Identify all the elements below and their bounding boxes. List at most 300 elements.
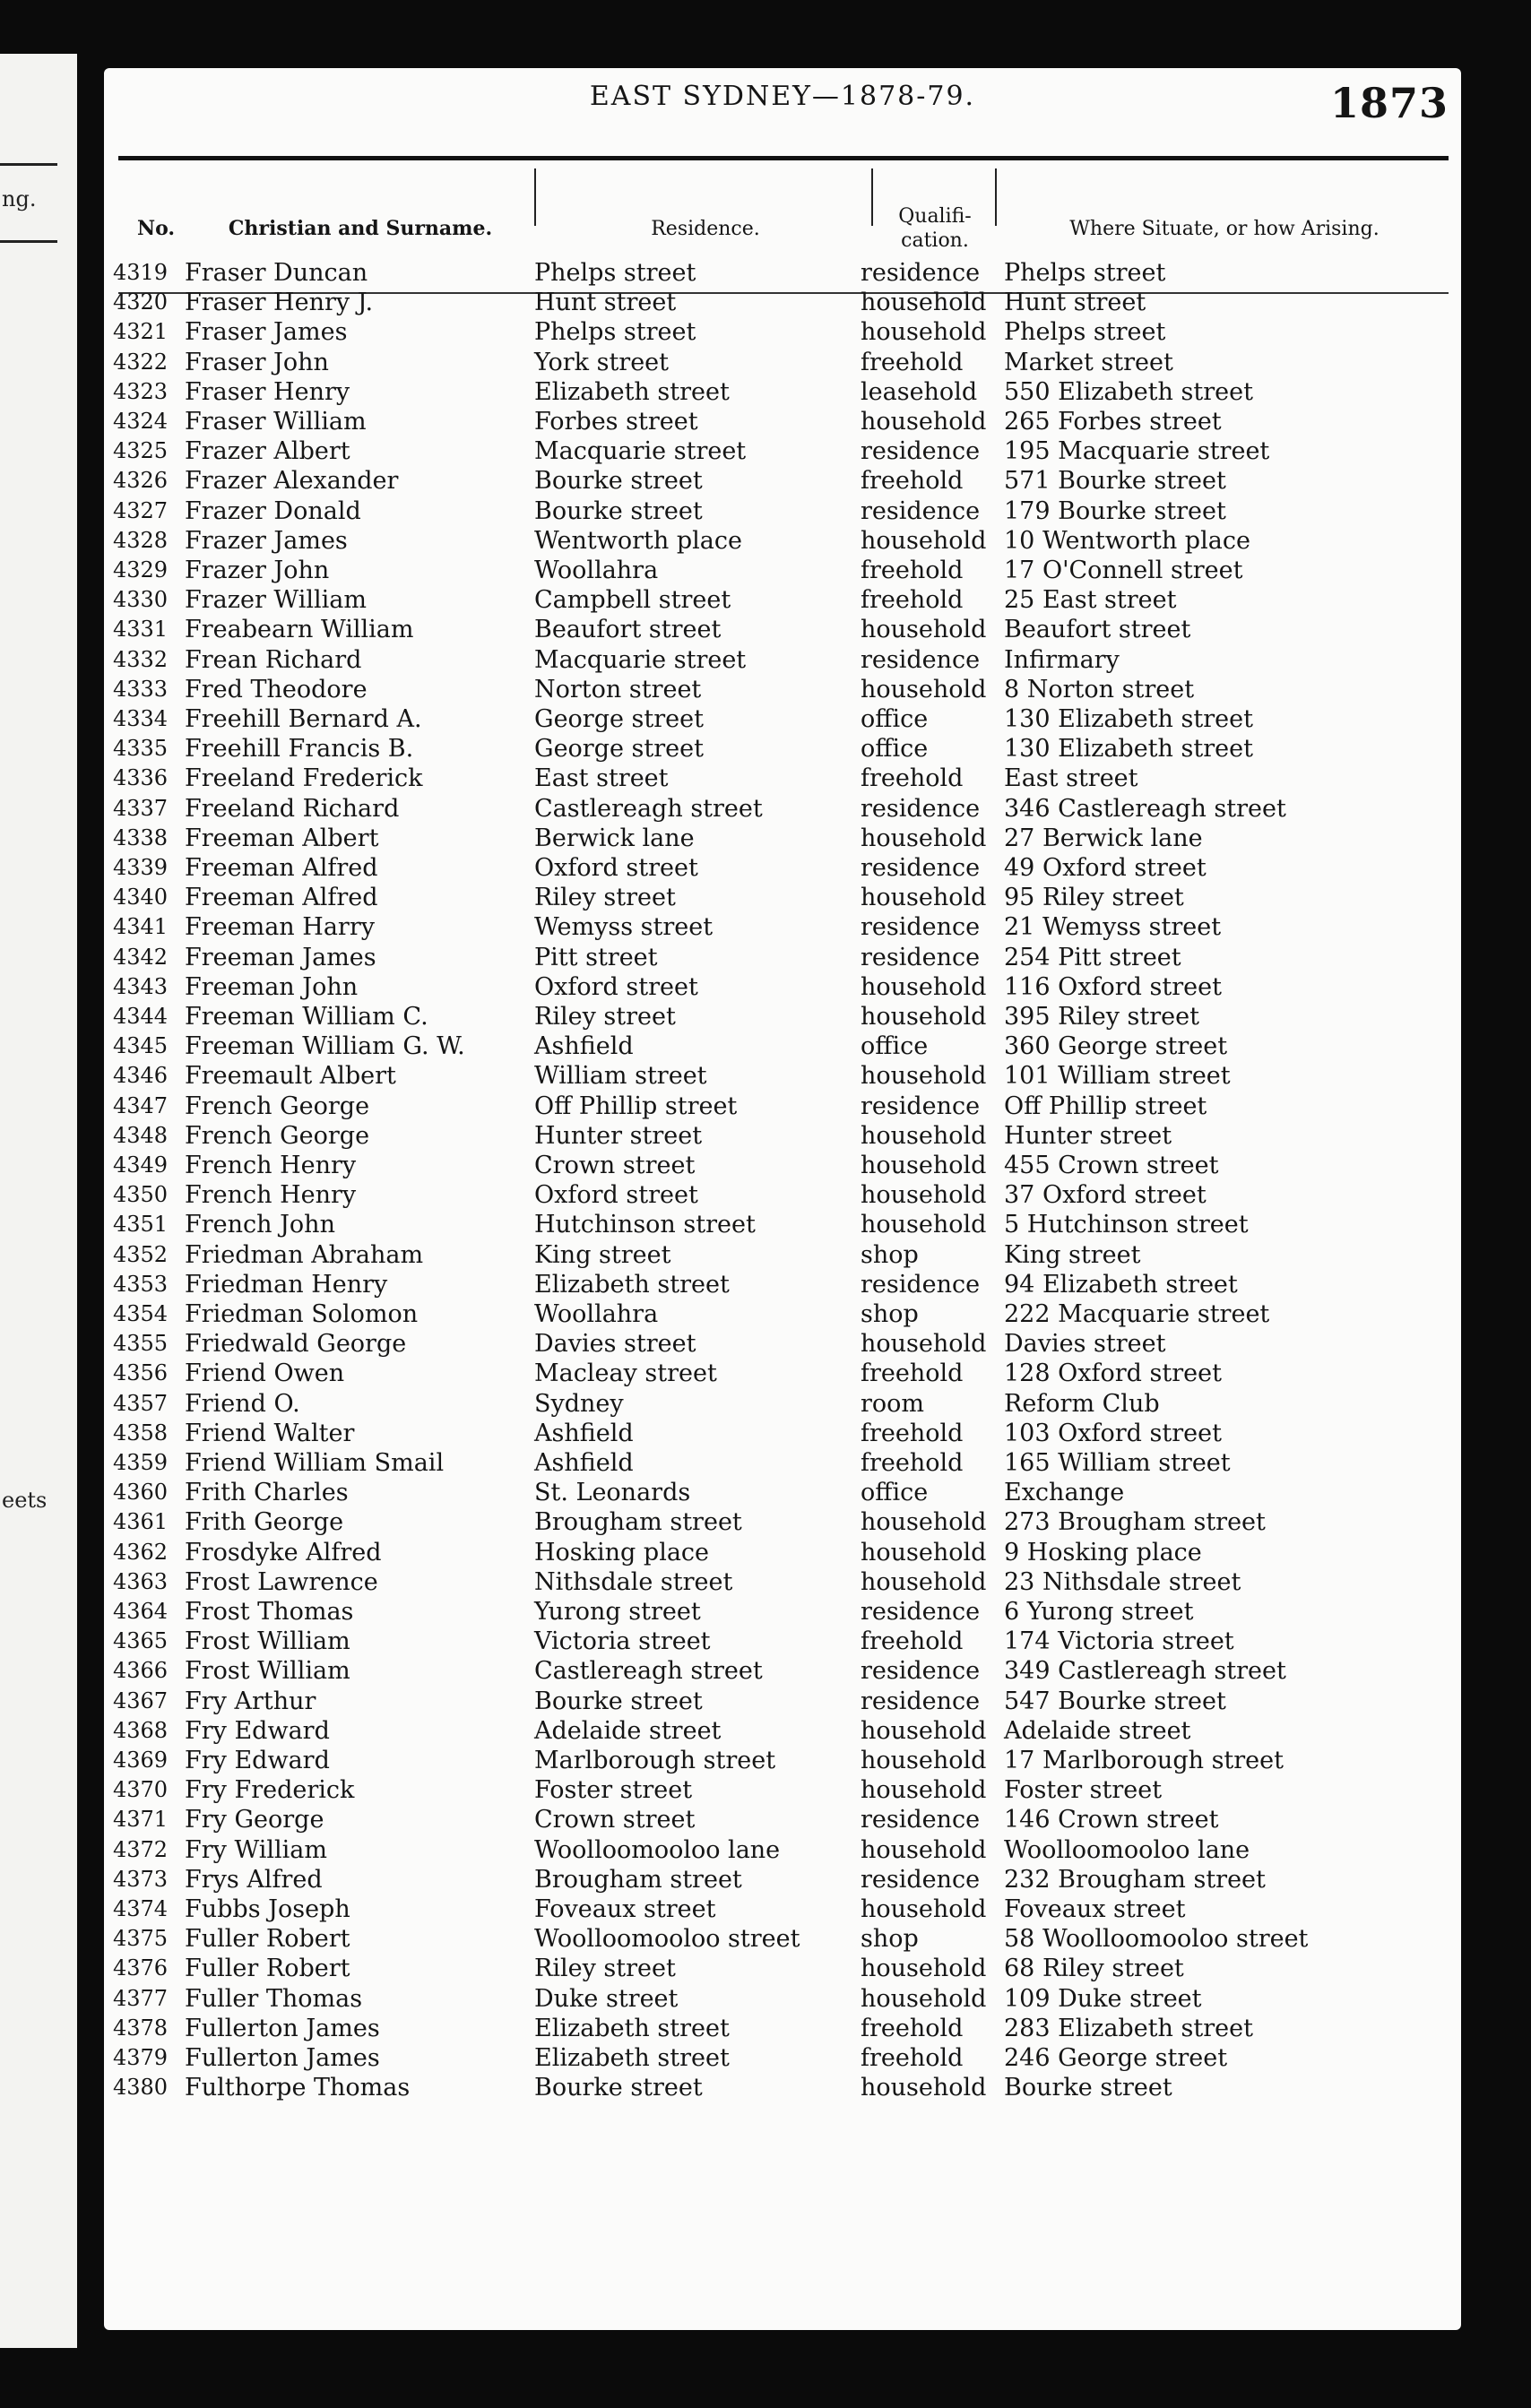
entry-name: Fraser Henry J. [185,289,374,317]
entry-number: 4355 [113,1331,169,1357]
header-rule [118,156,1449,160]
entry-qualification: residence [861,1598,981,1626]
entry-where-situate: 58 Woolloomooloo street [1004,1925,1309,1954]
entry-where-situate: 246 George street [1004,2044,1228,2072]
entry-number: 4380 [113,2075,169,2101]
entry-qualification: household [861,2074,987,2102]
table-row [104,1538,1461,1567]
entry-number: 4359 [113,1450,169,1475]
table-row [104,2014,1461,2043]
entry-number: 4331 [113,617,169,643]
entry-where-situate: Beaufort street [1004,616,1191,644]
entry-residence: Marlborough street [534,1747,776,1774]
table-row [104,258,1461,288]
table-row [104,794,1461,824]
facing-page-rule [0,240,57,243]
entry-number: 4330 [113,587,169,613]
column-divider [871,168,873,226]
entry-number: 4379 [113,2045,169,2070]
entry-where-situate: 360 George street [1004,1032,1228,1061]
entry-name: Freabearn William [185,616,414,644]
entry-name: Fry Frederick [185,1776,355,1805]
entry-where-situate: 195 Macquarie street [1004,437,1270,466]
entry-qualification: residence [861,259,981,287]
entry-where-situate: 23 Nithsdale street [1004,1567,1241,1596]
entry-qualification: freehold [861,764,964,793]
entry-name: Frith George [185,1508,344,1537]
entry-where-situate: Infirmary [1004,645,1120,674]
entry-where-situate: Bourke street [1004,2074,1172,2102]
entry-name: Freeman Albert [185,824,379,852]
entry-residence: William street [534,1062,707,1091]
entry-name: French Henry [185,1181,357,1210]
entry-number: 4362 [113,1539,169,1565]
entry-residence: Berwick lane [534,824,695,852]
entry-residence: Beaufort street [534,616,722,644]
entry-qualification: office [861,735,929,764]
entry-where-situate: 165 William street [1004,1449,1231,1477]
table-row [104,1507,1461,1537]
entry-number: 4363 [113,1568,169,1594]
entry-residence: Bourke street [534,467,703,496]
table-row [104,1031,1461,1061]
entry-where-situate: King street [1004,1240,1141,1269]
entry-qualification: household [861,1121,987,1150]
entry-where-situate: Phelps street [1004,259,1166,287]
entry-number: 4322 [113,349,169,375]
entry-where-situate: 179 Bourke street [1004,496,1226,525]
entry-qualification: household [861,289,987,317]
entry-name: Freeman Alfred [185,884,378,912]
entry-qualification: freehold [861,467,964,496]
table-row [104,1419,1461,1448]
entry-qualification: household [861,1152,987,1179]
entry-where-situate: Exchange [1004,1479,1125,1507]
table-row [104,1270,1461,1299]
entry-name: Freeland Frederick [185,764,423,793]
table-row [104,1210,1461,1239]
entry-name: French George [185,1092,370,1120]
entry-residence: Oxford street [534,972,698,1001]
entry-residence: Woollahra [534,1300,659,1328]
entry-qualification: household [861,408,987,436]
table-row [104,1092,1461,1121]
entry-where-situate: 130 Elizabeth street [1004,705,1253,733]
entry-name: Freeman William C. [185,1003,428,1031]
entry-number: 4338 [113,824,169,850]
entry-where-situate: 349 Castlereagh street [1004,1657,1286,1686]
table-row [104,1389,1461,1419]
column-header-no: No. [136,216,176,240]
entry-number: 4356 [113,1360,169,1386]
entry-where-situate: 130 Elizabeth street [1004,735,1253,764]
entry-qualification: freehold [861,1419,964,1447]
table-row [104,1151,1461,1180]
entry-number: 4378 [113,2015,169,2041]
entry-where-situate: Davies street [1004,1330,1166,1359]
entry-qualification: household [861,1508,987,1537]
entry-number: 4319 [113,260,169,285]
entry-name: Frost William [185,1627,350,1656]
table-row [104,1448,1461,1478]
entry-number: 4333 [113,676,169,702]
entry-residence: Macleay street [534,1359,717,1388]
entry-where-situate: 21 Wemyss street [1004,913,1222,942]
entry-where-situate: 10 Wentworth place [1004,526,1250,555]
table-row [104,1359,1461,1388]
entry-number: 4374 [113,1896,169,1921]
entry-residence: Norton street [534,675,702,703]
entry-number: 4375 [113,1926,169,1952]
entry-where-situate: 395 Riley street [1004,1003,1199,1031]
entry-name: Fraser William [185,408,367,436]
entry-residence: Macquarie street [534,645,747,674]
entry-number: 4321 [113,319,169,345]
table-row [104,1865,1461,1894]
entry-where-situate: Woolloomooloo lane [1004,1835,1250,1864]
table-row [104,704,1461,734]
entry-residence: Hosking place [534,1538,710,1566]
entry-qualification: office [861,705,929,733]
table-row [104,466,1461,496]
table-row [104,1061,1461,1091]
entry-residence: Foveaux street [534,1895,716,1923]
entry-qualification: residence [861,1270,981,1299]
table-row [104,556,1461,585]
entry-residence: Ashfield [534,1032,634,1061]
entry-residence: Wemyss street [534,913,714,942]
entry-number: 4376 [113,1955,169,1981]
facing-page-rule [0,163,57,166]
entry-number: 4370 [113,1777,169,1803]
entry-name: Fraser Duncan [185,259,368,287]
table-row [104,943,1461,972]
entry-residence: Phelps street [534,259,696,287]
register-page [104,68,1461,2330]
entry-number: 4365 [113,1628,169,1654]
table-row [104,1240,1461,1270]
entry-qualification: household [861,1747,987,1774]
entry-residence: Duke street [534,1984,679,2013]
entry-where-situate: 174 Victoria street [1004,1627,1234,1656]
entry-name: Friedman Henry [185,1270,388,1299]
entry-qualification: shop [861,1300,919,1328]
entry-number: 4329 [113,557,169,583]
entry-name: Frazer John [185,557,330,584]
facing-page-fragment: ng. [2,186,37,211]
entry-name: Friedman Solomon [185,1300,419,1328]
entry-where-situate: 8 Norton street [1004,675,1195,703]
entry-name: Freehill Francis B. [185,735,414,764]
entry-where-situate: 68 Riley street [1004,1955,1184,1983]
entry-name: Frazer Alexander [185,467,399,496]
entry-residence: George street [534,705,704,733]
entry-where-situate: Foveaux street [1004,1895,1186,1923]
entry-qualification: household [861,1330,987,1359]
entry-where-situate: East street [1004,764,1138,793]
entry-residence: Castlereagh street [534,794,763,823]
entry-number: 4334 [113,706,169,731]
entry-name: Freehill Bernard A. [185,705,422,733]
entry-number: 4344 [113,1004,169,1029]
table-row [104,585,1461,615]
entry-qualification: household [861,1003,987,1031]
entry-residence: Riley street [534,884,676,912]
entry-qualification: residence [861,794,981,823]
entry-number: 4349 [113,1152,169,1178]
entry-qualification: freehold [861,557,964,584]
entry-qualification: residence [861,1806,981,1834]
entry-name: Friedman Abraham [185,1240,424,1269]
table-row [104,377,1461,407]
entry-qualification: residence [861,1657,981,1686]
entry-qualification: room [861,1389,925,1418]
entry-residence: Foster street [534,1776,693,1805]
entry-name: Fubbs Joseph [185,1895,350,1923]
entry-residence: Crown street [534,1152,696,1179]
table-row [104,675,1461,704]
entry-residence: Wentworth place [534,526,742,555]
entry-residence: Macquarie street [534,437,747,466]
entry-residence: Sydney [534,1389,624,1418]
entry-where-situate: Market street [1004,348,1173,376]
entry-where-situate: Foster street [1004,1776,1163,1805]
entry-qualification: office [861,1032,929,1061]
entry-qualification: residence [861,1865,981,1894]
entry-qualification: freehold [861,2014,964,2042]
entry-where-situate: 5 Hutchinson street [1004,1211,1249,1239]
entry-where-situate: 103 Oxford street [1004,1419,1222,1447]
table-row [104,1894,1461,1924]
entry-where-situate: 17 Marlborough street [1004,1747,1284,1774]
entry-number: 4350 [113,1182,169,1208]
entry-residence: Victoria street [534,1627,711,1656]
entry-where-situate: 146 Crown street [1004,1806,1219,1834]
entry-name: French George [185,1121,370,1150]
entry-number: 4357 [113,1390,169,1416]
entry-residence: Ashfield [534,1419,634,1447]
table-row [104,496,1461,526]
entry-name: Frazer James [185,526,348,555]
table-row [104,1627,1461,1656]
entry-qualification: household [861,318,987,347]
entry-where-situate: 27 Berwick lane [1004,824,1203,852]
entry-qualification: household [861,1984,987,2013]
entry-qualification: freehold [861,1449,964,1477]
entry-name: Fullerton James [185,2014,380,2042]
entry-where-situate: 254 Pitt street [1004,943,1181,971]
entry-residence: Davies street [534,1330,696,1359]
entry-number: 4353 [113,1271,169,1297]
entry-qualification: household [861,1538,987,1566]
entry-name: Fuller Robert [185,1955,350,1983]
entry-number: 4326 [113,468,169,494]
entry-qualification: household [861,526,987,555]
column-divider [534,168,536,226]
entry-number: 4339 [113,855,169,880]
table-row [104,526,1461,556]
entry-where-situate: 101 William street [1004,1062,1231,1091]
entry-number: 4332 [113,646,169,672]
facing-page-edge [0,54,77,2348]
entry-where-situate: 116 Oxford street [1004,972,1222,1001]
table-row [104,615,1461,644]
entry-qualification: household [861,616,987,644]
entry-number: 4346 [113,1063,169,1089]
entry-number: 4337 [113,795,169,821]
entry-residence: Adelaide street [534,1716,722,1745]
entry-where-situate: Hunter street [1004,1121,1172,1150]
entry-qualification: household [861,1567,987,1596]
table-row [104,1716,1461,1746]
entry-residence: Bourke street [534,496,703,525]
entry-number: 4343 [113,973,169,999]
entry-residence: Brougham street [534,1508,742,1537]
entry-where-situate: 17 O'Connell street [1004,557,1243,584]
entry-name: Frazer William [185,586,367,615]
entry-name: Fraser Henry [185,377,350,406]
table-row [104,348,1461,377]
table-row [104,734,1461,764]
table-row [104,1687,1461,1716]
entry-residence: Woollahra [534,557,659,584]
entry-name: Frost Lawrence [185,1567,378,1596]
entry-number: 4340 [113,885,169,911]
table-row [104,1984,1461,2014]
entry-qualification: household [861,824,987,852]
entry-qualification: office [861,1479,929,1507]
entry-name: Fry Edward [185,1747,330,1774]
entry-name: Fraser John [185,348,329,376]
entry-qualification: household [861,1835,987,1864]
entry-residence: Hunter street [534,1121,703,1150]
entry-number: 4320 [113,289,169,315]
entry-name: Friend Walter [185,1419,355,1447]
table-row [104,1924,1461,1954]
table-row [104,853,1461,883]
entry-number: 4348 [113,1122,169,1148]
table-row [104,912,1461,942]
entry-residence: Elizabeth street [534,2044,730,2072]
entry-residence: Elizabeth street [534,1270,730,1299]
entry-name: Freeman John [185,972,359,1001]
entry-qualification: residence [861,854,981,882]
entry-where-situate: 346 Castlereagh street [1004,794,1286,823]
entry-name: Fry George [185,1806,324,1834]
entry-name: Fry William [185,1835,327,1864]
entry-where-situate: 25 East street [1004,586,1177,615]
entry-residence: George street [534,735,704,764]
entry-qualification: household [861,1211,987,1239]
entry-where-situate: 109 Duke street [1004,1984,1202,2013]
entry-name: Fry Edward [185,1716,330,1745]
entry-residence: Forbes street [534,408,698,436]
entry-where-situate: 37 Oxford street [1004,1181,1207,1210]
entry-name: Frys Alfred [185,1865,323,1894]
entry-qualification: residence [861,1687,981,1715]
entry-where-situate: 273 Brougham street [1004,1508,1266,1537]
entry-name: Fraser James [185,318,348,347]
entry-qualification: household [861,1062,987,1091]
entry-qualification: freehold [861,2044,964,2072]
entry-residence: Phelps street [534,318,696,347]
entry-where-situate: Adelaide street [1004,1716,1191,1745]
entry-name: Freeman Harry [185,913,375,942]
entry-qualification: freehold [861,348,964,376]
table-row [104,1478,1461,1507]
entry-name: Fry Arthur [185,1687,316,1715]
entry-name: Friend O. [185,1389,300,1418]
entry-number: 4325 [113,438,169,464]
table-row [104,1180,1461,1210]
entry-number: 4361 [113,1509,169,1535]
entry-name: Freeman James [185,943,376,971]
table-row [104,764,1461,793]
entry-number: 4335 [113,736,169,762]
entry-residence: Crown street [534,1806,696,1834]
entry-where-situate: 265 Forbes street [1004,408,1222,436]
entry-qualification: household [861,1955,987,1983]
page-number: 1873 [1329,79,1449,127]
entry-qualification: household [861,1895,987,1923]
entry-name: Frean Richard [185,645,362,674]
entry-residence: Hunt street [534,289,677,317]
table-row [104,1121,1461,1151]
entry-residence: Bourke street [534,2074,703,2102]
entry-where-situate: 547 Bourke street [1004,1687,1226,1715]
entry-residence: Yurong street [534,1598,701,1626]
entry-qualification: household [861,972,987,1001]
entry-number: 4328 [113,527,169,553]
entry-name: Frost Thomas [185,1598,354,1626]
entry-residence: St. Leonards [534,1479,691,1507]
table-row [104,1746,1461,1775]
entry-number: 4366 [113,1658,169,1684]
table-row [104,883,1461,912]
facing-page-fragment: eets [2,1488,48,1513]
table-row [104,2073,1461,2102]
entry-residence: Woolloomooloo street [534,1925,800,1954]
table-row [104,824,1461,853]
entry-qualification: residence [861,437,981,466]
table-row [104,2043,1461,2073]
entry-number: 4336 [113,765,169,791]
entry-where-situate: 128 Oxford street [1004,1359,1222,1388]
table-row [104,317,1461,347]
entry-residence: Off Phillip street [534,1092,738,1120]
entry-number: 4352 [113,1241,169,1267]
entry-residence: Campbell street [534,586,731,615]
entry-where-situate: 94 Elizabeth street [1004,1270,1238,1299]
entry-name: Freeland Richard [185,794,400,823]
entry-number: 4327 [113,497,169,523]
entry-qualification: freehold [861,1359,964,1388]
entry-qualification: residence [861,943,981,971]
entry-residence: Ashfield [534,1449,634,1477]
table-row [104,1656,1461,1686]
entry-where-situate: 95 Riley street [1004,884,1184,912]
entry-qualification: residence [861,645,981,674]
running-head: EAST SYDNEY—1878-79. [589,81,976,112]
entry-residence: Bourke street [534,1687,703,1715]
table-row [104,1835,1461,1865]
table-row [104,1002,1461,1031]
entry-where-situate: 550 Elizabeth street [1004,377,1253,406]
table-row [104,645,1461,675]
table-row [104,1954,1461,1983]
table-row [104,1567,1461,1597]
entry-qualification: household [861,884,987,912]
